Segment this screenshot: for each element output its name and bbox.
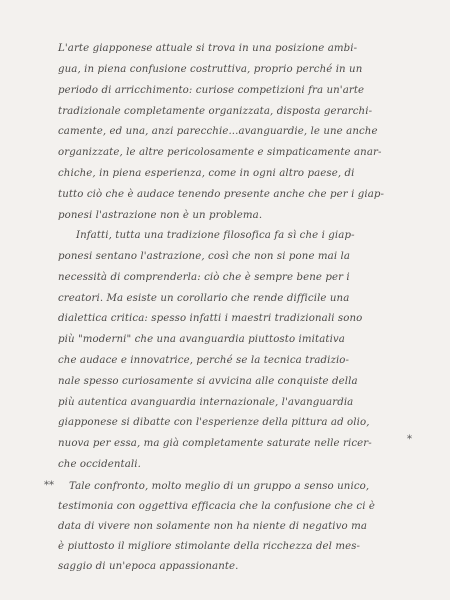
text-line: organizzate, le altre pericolosamente e simpaticamente anar- (58, 147, 382, 158)
footnote-line: testimonia con oggettiva efficacia che la confusione che ci è (58, 501, 376, 512)
text-line: nuova per essa, ma già completamente saturate nelle ricer- (58, 438, 372, 449)
footnote-line: data di vivere non solamente non ha niente di negativo ma (58, 521, 368, 532)
text-line: camente, ed una, anzi parecchie...avanguardie, le une anche (58, 126, 378, 137)
text-line: tradizionale completamente organizzata, disposta gerarchi- (58, 106, 373, 117)
text-line: L'arte giapponese attuale si trova in una posizione ambi- (58, 43, 358, 54)
text-line: chiche, in piena esperienza, come in ogni altro paese, di (58, 168, 355, 179)
text-line: dialettica critica: spesso infatti i maestri tradizionali sono (58, 313, 363, 324)
footnote-marker: ** (44, 480, 54, 491)
footnote-line: Tale confronto, molto meglio di un gruppo a senso unico, (69, 481, 370, 492)
text-line: creatori. Ma esiste un corollario che rende difficile una (58, 293, 350, 304)
text-line: ponesi sentano l'astrazione, così che non si pone mai la (58, 251, 351, 262)
text-line: più "moderni" che una avanguardia piuttosto imitativa (58, 334, 345, 345)
footnote-line: è piuttosto il migliore stimolante della ricchezza del mes- (58, 541, 361, 552)
text-line: ponesi l'astrazione non è un problema. (58, 210, 263, 221)
text-line: necessità di comprenderla: ciò che è sempre bene per i (58, 272, 350, 283)
text-line: nale spesso curiosamente si avvicina alle conquiste della (58, 376, 358, 387)
footnote-line: saggio di un'epoca appassionante. (58, 561, 239, 572)
text-line: gua, in piena confusione costruttiva, proprio perché in un (58, 64, 363, 75)
text-line: che audace e innovatrice, perché se la tecnica tradizio- (58, 355, 350, 366)
text-line: periodo di arricchimento: curiose competizioni fra un'arte (58, 85, 365, 96)
text-line: che occidentali. (58, 459, 141, 470)
text-line: più autentica avanguardia internazionale, l'avanguardia (58, 397, 354, 408)
text-line: Infatti, tutta una tradizione filosofica fa sì che i giap- (76, 230, 355, 241)
text-line: giapponese si dibatte con l'esperienze della pittura ad olio, (58, 417, 370, 428)
text-line: tutto ciò che è audace tenendo presente anche che per i giap- (58, 189, 385, 200)
footnote-reference-mark: * (407, 434, 412, 445)
